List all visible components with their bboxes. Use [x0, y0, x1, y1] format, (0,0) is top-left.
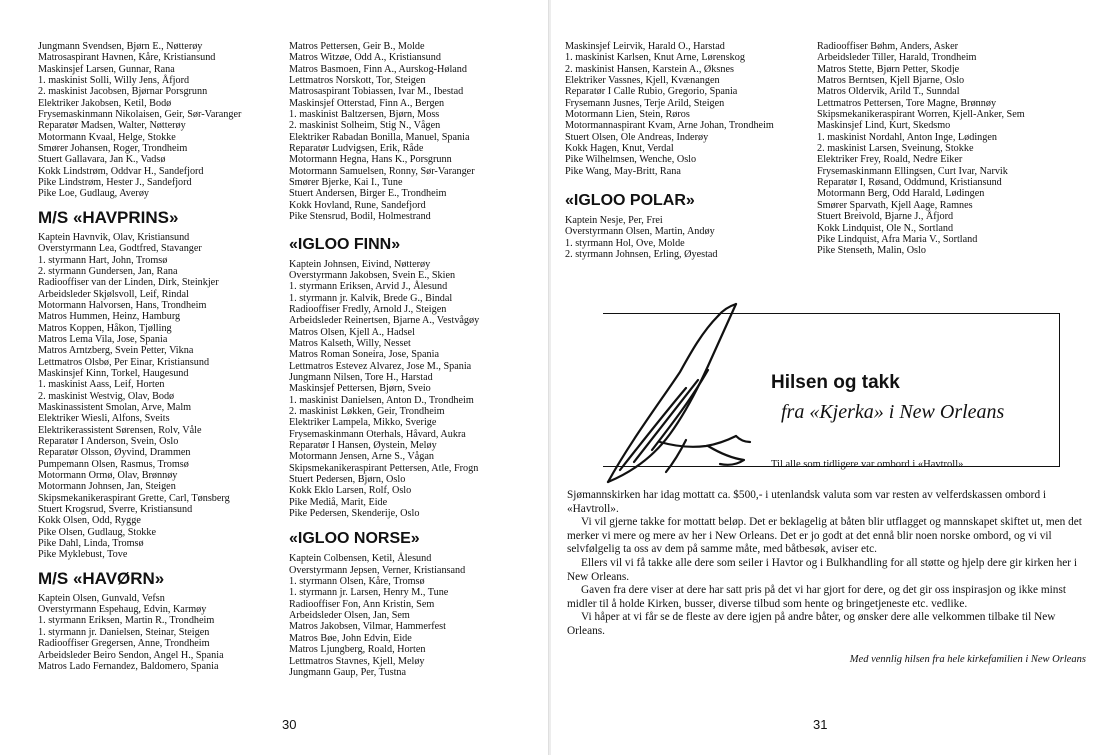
- crew-entry: Motormann Halvorsen, Hans, Trondheim: [38, 299, 207, 311]
- crew-entry: Reparatør Madsen, Walter, Nøtterøy: [38, 120, 186, 132]
- crew-entry: Jungmann Gaup, Per, Tustna: [289, 666, 407, 678]
- crew-list: [289, 553, 539, 678]
- ship-heading-havorn: M/S «HAVØRN»: [38, 568, 165, 588]
- letter-paragraph: Gaven fra dere viser at dere har satt pris på det vi har gjort for dere, og det gir oss inspirasjon og ikke minst midler til å holde Kirken, busser, diverse tilbud som hente og bringetjeneste etc. vedlike.: [567, 584, 1066, 610]
- left-page: [0, 0, 549, 755]
- crew-entry: 1. styrmann Hart, John, Tromsø: [38, 254, 168, 266]
- crew-entry: Matros Pettersen, Geir B., Molde: [289, 41, 425, 52]
- crew-entry: Frysemaskinmann Oterhals, Håvard, Aukra: [289, 428, 466, 440]
- crew-entry: Reparatør I, Røsand, Oddmund, Kristiansund: [817, 177, 1002, 189]
- crew-entry: Frysemaskinmann Ellingsen, Curt Ivar, Narvik: [817, 165, 1008, 177]
- crew-entry: Matros Hummen, Heinz, Hamburg: [38, 311, 181, 323]
- crew-entry: Kokk Hagen, Knut, Verdal: [565, 143, 674, 155]
- crew-entry: Kokk Olsen, Odd, Rygge: [38, 515, 141, 527]
- crew-entry: 1. styrmann Olsen, Kåre, Tromsø: [289, 576, 425, 588]
- crew-entry: 1. maskinist Nordahl, Anton Inge, Lødingen: [817, 131, 997, 143]
- crew-entry: 1. styrmann jr. Danielsen, Steinar, Steigen: [38, 626, 210, 638]
- crew-entry: Kokk Eklo Larsen, Rolf, Oslo: [289, 485, 412, 497]
- letter-paragraph: Vi vil gjerne takke for mottatt beløp. Det er beklagelig at båten blir utflagget og mannskapet skiftet ut, men det merker vi mere og mere av her i New Orleans. Det er jo godt at det ennå blir noen norske ombord, og vi vil selvfølgelig ta oss av dem på samme måte, med båtbesøk, aviser etc.: [567, 516, 1082, 556]
- ship-heading-igloo-norse: «IGLOO NORSE»: [289, 530, 420, 548]
- crew-entry: Maskinsjef Pettersen, Bjørn, Sveio: [289, 383, 431, 395]
- crew-entry: Elektrikerassistent Sørensen, Rolv, Våle: [38, 424, 202, 436]
- crew-entry: 2. maskinist Solheim, Stig N., Vågen: [289, 120, 441, 132]
- crew-entry: Pike Myklebust, Tove: [38, 549, 128, 561]
- crew-entry: Matros Roman Soneira, Jose, Spania: [289, 349, 439, 361]
- crew-entry: Matros Olsen, Kjell A., Hadsel: [289, 326, 415, 338]
- crew-entry: 2. maskinist Hansen, Karstein A., Øksnes: [565, 63, 734, 75]
- crew-list: [817, 41, 1087, 257]
- crew-entry: Motormann Hegna, Hans K., Porsgrunn: [289, 154, 452, 166]
- crew-list: [289, 259, 539, 520]
- crew-entry: Arbeidsleder Beiro Sendon, Angel H., Spania: [38, 649, 224, 661]
- crew-entry: 1. styrmann jr. Larsen, Henry M., Tune: [289, 587, 449, 599]
- crew-entry: Maskinassistent Smolan, Arve, Malm: [38, 401, 192, 413]
- crew-entry: Reparatør I Anderson, Svein, Oslo: [38, 436, 179, 447]
- crew-entry: Elektriker Jakobsen, Ketil, Bodø: [38, 97, 172, 109]
- crew-entry: Skipsmekanikeraspirant Worren, Kjell-Anker, Sem: [817, 109, 1025, 121]
- crew-entry: Elektriker Lampela, Mikko, Sverige: [289, 417, 437, 429]
- crew-entry: Maskinsjef Otterstad, Finn A., Bergen: [289, 97, 445, 109]
- crew-entry: Radiooffiser Gregersen, Anne, Trondheim: [38, 638, 210, 650]
- crew-entry: 2. styrmann Gundersen, Jan, Rana: [38, 265, 178, 277]
- crew-entry: 1. maskinist Solli, Willy Jens, Åfjord: [38, 75, 190, 87]
- crew-entry: Matros Berntsen, Kjell Bjarne, Oslo: [817, 75, 965, 87]
- crew-entry: Pike Dahl, Linda, Tromsø: [38, 538, 144, 550]
- crew-entry: 1. maskinist Danielsen, Anton D., Trondheim: [289, 394, 474, 406]
- page-number: 30: [282, 717, 297, 732]
- crew-entry: Stuert Olsen, Ole Andreas, Inderøy: [565, 131, 709, 143]
- crew-entry: Matrosaspirant Tobiassen, Ivar M., Ibestad: [289, 86, 464, 98]
- right-column-2: [817, 41, 1087, 257]
- crew-entry: Pike Pedersen, Skenderije, Oslo: [289, 508, 420, 520]
- crew-entry: Kokk Hovland, Rune, Sandefjord: [289, 199, 426, 211]
- crew-entry: Smører Sparvath, Kjell Aage, Ramnes: [817, 199, 973, 211]
- crew-entry: 1. styrmann Hol, Ove, Molde: [565, 237, 685, 249]
- crew-entry: Matros Oldervik, Arild T., Sunndal: [817, 86, 960, 98]
- crew-entry: Matros Bøe, John Edvin, Eide: [289, 632, 412, 644]
- crew-list: [289, 41, 539, 223]
- crew-entry: Matrosaspirant Havnen, Kåre, Kristiansund: [38, 52, 216, 64]
- crew-entry: Pike Lindstrøm, Hester J., Sandefjord: [38, 177, 192, 189]
- notice-signature: Med vennlig hilsen fra hele kirkefamilien i New Orleans: [849, 654, 1086, 665]
- crew-list: [38, 232, 278, 561]
- letter-paragraph: Ellers vil vi få takke alle dere som seiler i Havtor og i Bulkhandling for all støtte og hjelp dere gir kirken her i New Orleans.: [567, 556, 1077, 583]
- crew-entry: Elektriker Frey, Roald, Nedre Eiker: [817, 154, 963, 166]
- crew-entry: Maskinsjef Kinn, Torkel, Haugesund: [38, 367, 189, 379]
- crew-entry: Maskinsjef Larsen, Gunnar, Rana: [38, 63, 175, 75]
- crew-entry: Kaptein Havnvik, Olav, Kristiansund: [38, 231, 190, 243]
- crew-entry: Kaptein Nesje, Per, Frei: [565, 215, 663, 227]
- crew-entry: 2. maskinist Larsen, Sveinung, Stokke: [817, 143, 974, 155]
- crew-entry: Pike Wang, May-Britt, Rana: [565, 165, 681, 177]
- crew-list: [38, 41, 278, 200]
- left-column-1: [38, 41, 278, 672]
- crew-entry: 2. maskinist Løkken, Geir, Trondheim: [289, 405, 445, 417]
- crew-entry: Reparatør I Calle Rubio, Gregorio, Spania: [565, 86, 738, 98]
- crew-entry: Overstyrmann Olsen, Martin, Andøy: [565, 226, 715, 238]
- crew-entry: Motormann Ormø, Olav, Brønnøy: [38, 470, 178, 482]
- crew-entry: Radiooffiser Bøhm, Anders, Asker: [817, 41, 959, 52]
- crew-entry: Pike Lindquist, Afra Maria V., Sortland: [817, 233, 978, 245]
- crew-entry: Lettmatros Olsbø, Per Einar, Kristiansund: [38, 356, 210, 368]
- crew-entry: Overstyrmann Jepsen, Verner, Kristiansand: [289, 564, 466, 576]
- crew-entry: Pumpemann Olsen, Rasmus, Tromsø: [38, 458, 189, 470]
- crew-entry: 2. styrmann Johnsen, Erling, Øyestad: [565, 249, 718, 261]
- crew-entry: Matros Jakobsen, Vilmar, Hammerfest: [289, 621, 446, 633]
- crew-entry: Pike Stenseth, Malin, Oslo: [817, 245, 926, 257]
- letter-paragraph: Vi håper at vi får se de fleste av dere igjen på andre båter, og ønsker dere alle velkommen tilbake til New Orleans.: [567, 611, 1056, 637]
- crew-entry: Motormann Berg, Odd Harald, Lødingen: [817, 188, 985, 200]
- notice-title: Hilsen og takk: [771, 372, 900, 393]
- crew-entry: Matros Koppen, Håkon, Tjølling: [38, 322, 172, 334]
- crew-entry: Radiooffiser van der Linden, Dirk, Steinkjer: [38, 277, 219, 289]
- crew-entry: Frysemaskinmann Nikolaisen, Geir, Sør-Varanger: [38, 109, 242, 121]
- crew-entry: Reparatør Olsson, Øyvind, Drammen: [38, 447, 191, 459]
- crew-entry: Elektriker Rabadan Bonilla, Manuel, Spania: [289, 131, 470, 143]
- crew-entry: 2. maskinist Westvig, Olav, Bodø: [38, 390, 175, 402]
- crew-entry: Kokk Lindstrøm, Oddvar H., Sandefjord: [38, 165, 204, 177]
- crew-entry: Smører Johansen, Roger, Trondheim: [38, 143, 188, 155]
- letter-paragraph: Sjømannskirken har idag mottatt ca. $500,- i utenlandsk valuta som var resten av velferdskassen ombord i «Havtroll».: [567, 489, 1047, 515]
- crew-entry: Stuert Gallavara, Jan K., Vadsø: [38, 154, 166, 166]
- crew-list: [38, 593, 278, 672]
- crew-entry: Pike Stensrud, Bodil, Holmestrand: [289, 211, 431, 223]
- crew-entry: Arbeidsleder Skjølsvoll, Leif, Rindal: [38, 288, 189, 300]
- crew-entry: Motormann Johnsen, Jan, Steigen: [38, 481, 176, 493]
- crew-entry: Stuert Krogsrud, Sverre, Kristiansund: [38, 504, 193, 516]
- crew-entry: 2. maskinist Jacobsen, Bjørnar Porsgrunn: [38, 86, 208, 98]
- crew-entry: Lettmatros Estevez Alvarez, Jose M., Spania: [289, 360, 472, 372]
- crew-entry: Smører Bjerke, Kai I., Tune: [289, 177, 403, 189]
- crew-entry: Jungmann Svendsen, Bjørn E., Nøtterøy: [38, 41, 203, 52]
- crew-entry: Maskinsjef Leirvik, Harald O., Harstad: [565, 41, 725, 52]
- crew-entry: Matros Kalseth, Willy, Nesset: [289, 337, 411, 349]
- crew-entry: 1. styrmann Eriksen, Arvid J., Ålesund: [289, 281, 448, 293]
- crew-entry: Kaptein Olsen, Gunvald, Vefsn: [38, 592, 165, 604]
- crew-entry: Pike Olsen, Gudlaug, Stokke: [38, 526, 156, 538]
- ship-heading-igloo-polar: «IGLOO POLAR»: [565, 192, 695, 210]
- crew-entry: Overstyrmann Espehaug, Edvin, Karmøy: [38, 604, 207, 616]
- crew-entry: Matros Arntzberg, Svein Petter, Vikna: [38, 345, 194, 357]
- notice-dedication: Til alle som tidligere var ombord i «Havtroll»: [771, 459, 964, 470]
- crew-entry: Pike Mediå, Marit, Eide: [289, 496, 388, 508]
- crew-entry: Kaptein Johnsen, Eivind, Nøtterøy: [289, 258, 431, 270]
- crew-entry: 1. maskinist Karlsen, Knut Arne, Lørenskog: [565, 52, 745, 64]
- crew-entry: Matros Stette, Bjørn Petter, Skodje: [817, 63, 960, 75]
- crew-entry: Arbeidsleder Tiller, Harald, Trondheim: [817, 52, 977, 64]
- seagull-illustration: [590, 292, 760, 488]
- ship-heading-igloo-finn: «IGLOO FINN»: [289, 235, 401, 253]
- crew-entry: Radiooffiser Fredly, Arnold J., Steigen: [289, 303, 447, 315]
- crew-entry: Stuert Breivold, Bjarne J., Åfjord: [817, 211, 954, 223]
- crew-entry: Kaptein Colbensen, Ketil, Ålesund: [289, 553, 432, 565]
- crew-entry: Lettmatros Stavnes, Kjell, Meløy: [289, 655, 425, 667]
- crew-entry: Stuert Andersen, Birger E., Trondheim: [289, 188, 447, 200]
- crew-entry: Skipsmekanikeraspirant Grette, Carl, Tønsberg: [38, 492, 230, 504]
- crew-entry: 1. styrmann jr. Kalvik, Brede G., Bindal: [289, 292, 453, 304]
- crew-entry: Motormannaspirant Kvam, Arne Johan, Trondheim: [565, 120, 774, 132]
- left-column-2: [289, 41, 539, 678]
- crew-entry: Motormann Lien, Stein, Røros: [565, 109, 690, 121]
- crew-entry: Matros Ljungberg, Roald, Horten: [289, 644, 426, 656]
- crew-entry: Reparatør I Hansen, Øystein, Meløy: [289, 440, 437, 451]
- crew-entry: Frysemann Jusnes, Terje Arild, Steigen: [565, 97, 725, 109]
- crew-entry: Motormann Jensen, Arne S., Vågan: [289, 451, 434, 463]
- page-number: 31: [813, 717, 828, 732]
- crew-entry: Matros Lado Fernandez, Baldomero, Spania: [38, 660, 219, 672]
- crew-entry: Skipsmekanikeraspirant Pettersen, Atle, Frogn: [289, 462, 479, 474]
- crew-entry: Matros Basmoen, Finn A., Aurskog-Høland: [289, 63, 467, 75]
- crew-entry: Overstyrmann Jakobsen, Svein E., Skien: [289, 269, 456, 281]
- crew-entry: Reparatør Ludvigsen, Erik, Råde: [289, 143, 424, 155]
- crew-entry: Elektriker Vassnes, Kjell, Kvænangen: [565, 75, 720, 87]
- crew-entry: Pike Wilhelmsen, Wenche, Oslo: [565, 154, 697, 166]
- crew-list: [565, 215, 815, 260]
- crew-entry: Lettmatros Norskott, Tor, Steigen: [289, 75, 426, 87]
- crew-entry: Pike Loe, Gudlaug, Averøy: [38, 188, 150, 200]
- crew-entry: Overstyrmann Lea, Godtfred, Stavanger: [38, 243, 202, 255]
- crew-entry: Motormann Samuelsen, Ronny, Sør-Varanger: [289, 165, 475, 177]
- crew-entry: Elektriker Wiesli, Alfons, Sveits: [38, 413, 170, 425]
- crew-entry: Motormann Kvaal, Helge, Stokke: [38, 131, 176, 143]
- right-page: [551, 0, 1100, 755]
- crew-entry: 1. maskinist Baltzersen, Bjørn, Moss: [289, 109, 440, 121]
- crew-entry: Matros Witzøe, Odd A., Kristiansund: [289, 52, 441, 64]
- crew-entry: Kokk Lindquist, Ole N., Sortland: [817, 222, 954, 234]
- crew-entry: Maskinsjef Lind, Kurt, Skedsmo: [817, 120, 951, 132]
- crew-entry: Matros Lema Vila, Jose, Spania: [38, 333, 168, 345]
- crew-entry: Stuert Pedersen, Bjørn, Oslo: [289, 474, 406, 486]
- crew-entry: 1. maskinist Aass, Leif, Horten: [38, 379, 165, 391]
- crew-entry: Jungmann Nilsen, Tore H., Harstad: [289, 371, 433, 383]
- ship-heading-havprins: M/S «HAVPRINS»: [38, 207, 179, 227]
- crew-entry: 1. styrmann Eriksen, Martin R., Trondheim: [38, 615, 215, 627]
- crew-list: [565, 41, 815, 177]
- crew-entry: Radiooffiser Fon, Ann Kristin, Sem: [289, 598, 435, 610]
- crew-entry: Arbeidsleder Reinertsen, Bjarne A., Vestvågøy: [289, 315, 480, 327]
- notice-letter: [567, 489, 1087, 639]
- notice-subtitle: fra «Kjerka» i New Orleans: [781, 401, 1005, 423]
- crew-entry: Arbeidsleder Olsen, Jan, Sem: [289, 610, 410, 622]
- right-column-1: [565, 41, 815, 261]
- crew-entry: Lettmatros Pettersen, Tore Magne, Brønnøy: [817, 97, 997, 109]
